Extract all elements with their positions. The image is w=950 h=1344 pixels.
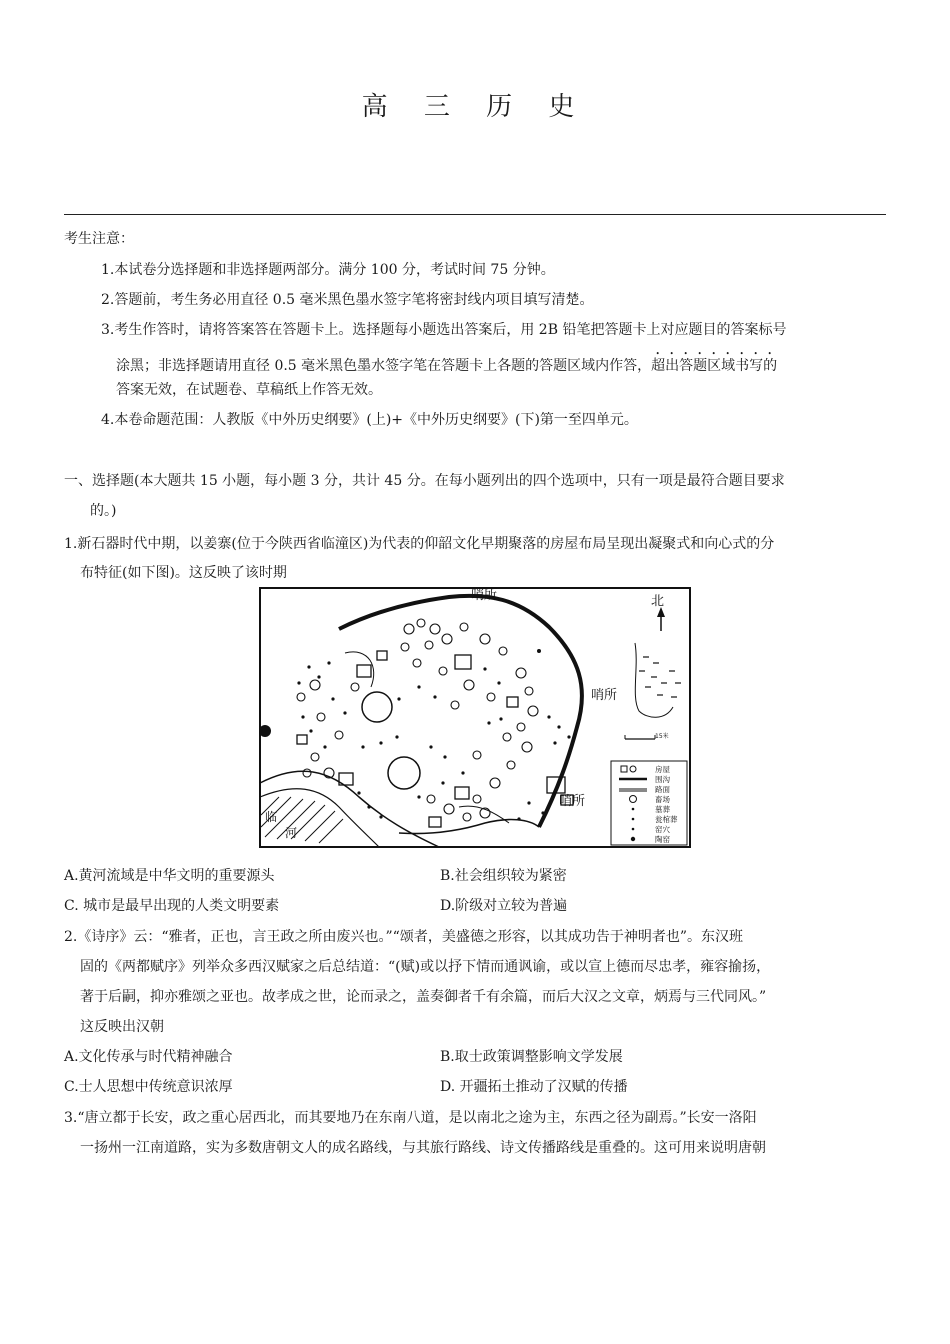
q1-stem-cont: 布特征(如下图)。这反映了该时期 (80, 565, 287, 581)
notice-item-1: 1.本试卷分选择题和非选择题两部分。满分 100 分，考试时间 75 分钟。 (101, 262, 555, 278)
q1-option-d: D.阶级对立较为普遍 (440, 898, 568, 914)
map-legend (611, 761, 687, 845)
legend-pen: 畜场 (655, 795, 670, 804)
q2-option-a: A.文化传承与时代精神融合 (64, 1049, 233, 1065)
legend-ditch: 围沟 (655, 775, 670, 784)
q1-stem: 1.新石器时代中期，以姜寨(位于今陕西省临潼区)为代表的仰韶文化早期聚落的房屋布局呈现出凝聚式和向心式的分 (64, 536, 775, 552)
scale-label: 15米 (655, 733, 669, 740)
q2-option-c: C.士人思想中传统意识浓厚 (64, 1079, 233, 1095)
map-label-river-2: 河 (285, 826, 298, 840)
notice-heading: 考生注意： (64, 231, 134, 247)
q2-option-b: B.取士政策调整影响文学发展 (440, 1049, 623, 1065)
notice-item-3-emphasis: 超出答题区域书写的 (651, 358, 778, 374)
notice-item-3-part: 涂黑；非选择题请用直径 0.5 毫米黑色墨水签字笔在答题卡上各题的答题区域内作答， (116, 358, 652, 374)
map-label-sentry-south: 哨所 (559, 794, 586, 809)
legend-kiln: 陶窑 (655, 835, 670, 844)
notice-item-2: 2.答题前，考生务必用直径 0.5 毫米黑色墨水签字笔将密封线内项目填写清楚。 (101, 292, 594, 308)
q2-stem-3: 著于后嗣，抑亦雅颂之亚也。故孝成之世，论而录之，盖奏御者千有余篇，而后大汉之文章，炳焉与三代同风。” (80, 989, 767, 1005)
settlement-map (259, 587, 691, 848)
legend-cellar: 窑穴 (655, 825, 670, 834)
q2-stem-2: 固的《两都赋序》列举众多西汉赋家之后总结道：“(赋)或以抒下情而通讽谕，或以宣上德而尽忠孝，雍容揄扬， (80, 959, 771, 975)
q1-option-c: C. 城市是最早出现的人类文明要素 (64, 898, 280, 914)
q1-option-a: A.黄河流域是中华文明的重要源头 (64, 868, 275, 884)
map-label-sentry-north: 哨所 (471, 588, 498, 603)
notice-item-3-end: 答案无效，在试题卷、草稿纸上作答无效。 (116, 382, 382, 398)
section-heading: 一、选择题(本大题共 15 小题，每小题 3 分，共计 45 分。在每小题列出的四个选项中，只有一项是最符合题目要求 (64, 473, 785, 489)
q2-option-d: D. 开疆拓土推动了汉赋的传播 (440, 1079, 628, 1095)
legend-tomb: 墓葬 (655, 805, 670, 814)
q1-option-b: B.社会组织较为紧密 (440, 868, 567, 884)
notice-item-4: 4.本卷命题范围：人教版《中外历史纲要》(上)+《中外历史纲要》(下)第一至四单元。 (101, 412, 638, 428)
q2-stem-4: 这反映出汉朝 (80, 1019, 164, 1035)
page-title: 高 三 历 史 (361, 92, 589, 122)
notice-item-3-cont (116, 350, 777, 376)
q2-stem-1: 2.《诗序》云：“雅者，正也，言王政之所由废兴也。”“颂者，美盛德之形容，以其成功告于神明者也”。东汉班 (64, 929, 743, 945)
notice-item-3: 3.考生作答时，请将答案答在答题卡上。选择题每小题选出答案后，用 2B 铅笔把答题卡上对应题目的答案标号 (101, 322, 787, 338)
map-label-river-1: 临 (265, 810, 278, 824)
legend-urn-burial: 瓮棺葬 (655, 815, 678, 824)
map-label-north: 北 (651, 594, 665, 609)
legend-road: 路面 (655, 785, 670, 794)
q3-stem-1: 3.“唐立都于长安，政之重心居西北，而其要地乃在东南八道，是以南北之途为主，东西之径为副焉。”长安一洛阳 (64, 1110, 757, 1126)
header-divider (64, 214, 886, 215)
q3-stem-2: 一扬州一江南道路，实为多数唐朝文人的成名路线，与其旅行路线、诗文传播路线是重叠的。这可用来说明唐朝 (80, 1140, 766, 1156)
legend-house: 房屋 (655, 765, 670, 774)
map-label-sentry-east: 哨所 (591, 688, 618, 703)
section-heading-cont: 的。) (90, 503, 117, 519)
